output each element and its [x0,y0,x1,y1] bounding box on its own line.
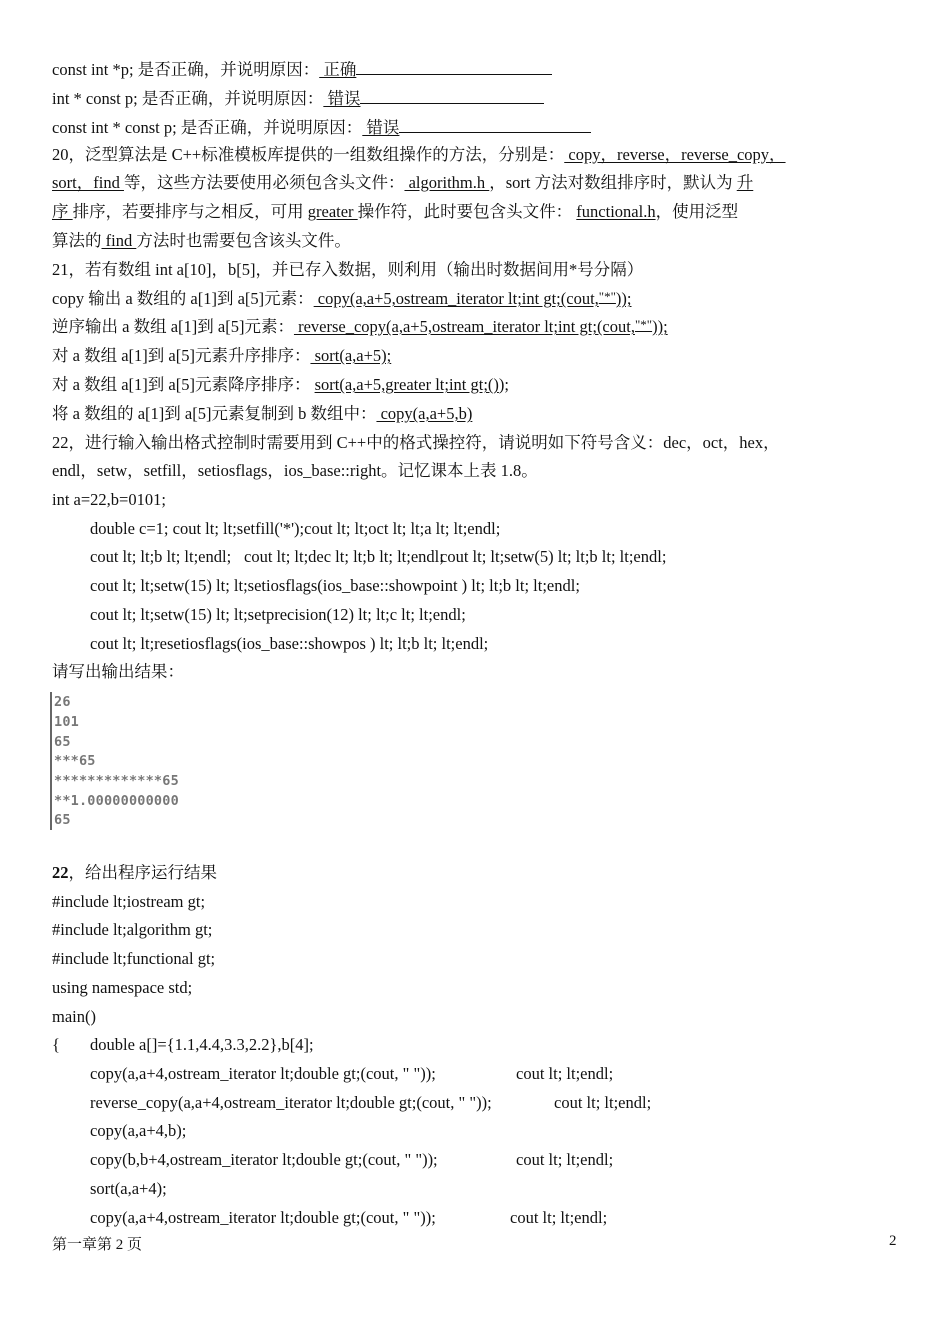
code-line: cout lt; lt;setw(15) lt; lt;setiosflags(ios_base::showpoint ) lt; lt;b lt; lt;endl; [90,576,580,595]
write-output-prompt: 请写出输出结果： [52,662,184,681]
question-20-line-3: 序 排序，若要排序与之相反，可用 greater 操作符，此时要包含头文件： functional.h，使用泛型 [52,202,739,221]
question-21-copy-b: 将 a 数组的 a[1]到 a[5]元素复制到 b 数组中： copy(a,a+5,b) [52,404,473,423]
code-line: cout lt; lt;setw(15) lt; lt;setprecision(12) lt; lt;c lt; lt;endl; [90,605,466,624]
answer-20-order: 升 [736,173,754,192]
code-line: using namespace std; [52,978,193,997]
code-line: #include lt;iostream gt; [52,892,206,911]
answer-20-functional: functional.h [576,202,656,221]
question-22-line-1: 22，进行输入输出格式控制时需要用到 C++中的格式操控符，请说明如下符号含义：dec，oct，hex， [52,433,780,452]
question-20-line-4: 算法的 find 方法时也需要包含该头文件。 [52,231,351,250]
console-line: 26 [54,694,71,710]
question-20-line-2: sort，find 等，这些方法要使用必须包含头文件： algorithm.h ，sort 方法对数组排序时，默认为 升 [52,173,754,192]
code-line: copy(b,b+4,ostream_iterator lt;double gt;(cout, " ")); cout lt; lt;endl; [90,1150,614,1169]
answer-20-methods-cont: sort，find [52,173,124,192]
code-line: copy(a,a+4,ostream_iterator lt;double gt;(cout, " ")); cout lt; lt;endl; [90,1064,614,1083]
code-line: #include lt;algorithm gt; [52,920,213,939]
footer-page-number: 2 [889,1233,897,1249]
question-22-line-2: endl，setw，setfill，setiosflags，ios_base::right。记忆课本上表 1.8。 [52,461,538,480]
answer-21-sort-asc: sort(a,a+5); [310,346,392,365]
answer-20-header: algorithm.h [404,173,490,192]
answer-line [399,115,591,133]
answer-20-find: find [101,231,137,250]
console-line: *************65 [54,773,179,789]
answer-20-operator: greater [307,202,358,221]
code-line: #include lt;functional gt; [52,949,216,968]
question-const-ptr-2: int * const p; 是否正确，并说明原因： 错误 [52,86,544,110]
question-20-line-1: 20，泛型算法是 C++标准模板库提供的一组数组操作的方法，分别是： copy，reverse，reverse_copy， [52,145,786,164]
code-line: { double a[]={1.1,4.4,3.3,2.2},b[4]; [52,1035,314,1054]
answer-20-order-cont: 序 [52,202,73,221]
answer-21-copy-b: copy(a,a+5,b) [376,404,473,423]
answer-21-sort-desc: sort(a,a+5,greater lt;int gt;() [314,375,499,394]
answer-20-methods: copy，reverse，reverse_copy， [564,145,786,164]
code-line: reverse_copy(a,a+4,ostream_iterator lt;double gt;(cout, " ")); cout lt; lt;endl; [90,1093,652,1112]
answer-const-ptr-3: 错误 [362,118,400,137]
console-line: 65 [54,734,71,750]
console-line: 101 [54,714,79,730]
answer-21-copy: copy(a,a+5,ostream_iterator lt;int gt;(cout, [313,289,599,308]
code-line: copy(a,a+4,b); [90,1121,187,1140]
console-line: 65 [54,812,71,828]
answer-line [360,86,544,104]
question-21-reverse: 逆序输出 a 数组 a[1]到 a[5]元素： reverse_copy(a,a+5,ostream_iterator lt;int gt;(cout,"*")); [52,317,668,336]
answer-const-ptr-1: 正确 [319,60,357,79]
answer-const-ptr-2: 错误 [323,89,361,108]
code-line: sort(a,a+4); [90,1179,167,1198]
question-const-ptr-3: const int * const p; 是否正确，并说明原因： 错误 [52,115,591,139]
code-line: main() [52,1007,96,1026]
console-line: ***65 [54,753,96,769]
code-line: int a=22,b=0101; [52,490,166,509]
code-line: copy(a,a+4,ostream_iterator lt;double gt;(cout, " ")); cout lt; lt;endl; [90,1208,608,1227]
question-21-sort-desc: 对 a 数组 a[1]到 a[5]元素降序排序： sort(a,a+5,greater lt;int gt;()); [52,375,509,394]
answer-21-reverse: reverse_copy(a,a+5,ostream_iterator lt;int gt;(cout, [293,317,635,336]
question-22b-title: 22，给出程序运行结果 [52,863,217,882]
footer-chapter-page: 第一章第 2 页 [52,1237,143,1253]
question-21-copy: copy 输出 a 数组的 a[1]到 a[5]元素： copy(a,a+5,ostream_iterator lt;int gt;(cout,"*")); [52,289,632,308]
question-const-ptr-1: const int *p; 是否正确，并说明原因： 正确 [52,57,552,81]
console-output [50,692,232,830]
question-21-intro: 21，若有数组 int a[10]，b[5]，并已存入数据，则利用（输出时数据间用*号分隔） [52,260,644,279]
question-21-sort-asc: 对 a 数组 a[1]到 a[5]元素升序排序： sort(a,a+5); [52,346,392,365]
answer-line [356,57,552,75]
code-line: cout lt; lt;b lt; lt;endl; cout lt; lt;dec lt; lt;b lt; lt;endl; cout lt; lt;setw(5) lt; lt;b lt; lt;endl; [90,547,667,566]
code-line: double c=1; cout lt; lt;setfill('*');cout lt; lt;oct lt; lt;a lt; lt;endl; [90,519,501,538]
code-line: cout lt; lt;resetiosflags(ios_base::showpos ) lt; lt;b lt; lt;endl; [90,634,489,653]
console-line: **1.00000000000 [54,793,179,809]
